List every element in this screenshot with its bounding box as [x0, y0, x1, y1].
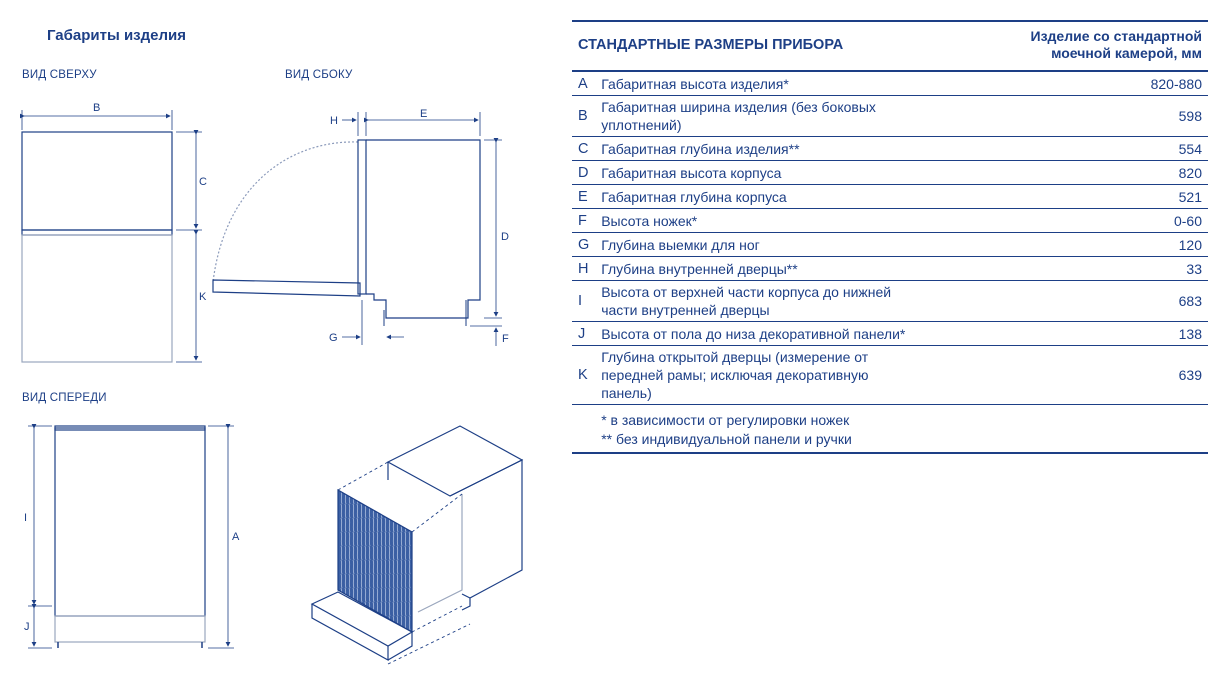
table-row	[572, 71, 1208, 96]
row-key: J	[572, 322, 597, 346]
table-row	[572, 185, 1208, 209]
dim-label-f: F	[502, 333, 509, 345]
note-2: ** без индивидуальной панели и ручки	[601, 431, 852, 447]
row-key: C	[572, 137, 597, 161]
table-row	[572, 96, 1208, 137]
row-desc: Глубина внутренней дверцы**	[597, 257, 954, 281]
table-row	[572, 257, 1208, 281]
table-row	[572, 233, 1208, 257]
row-value: 0-60	[954, 209, 1208, 233]
spec-table-header	[572, 21, 1208, 71]
row-value: 639	[954, 346, 1208, 405]
iso-cabinet-side	[450, 460, 522, 610]
row-desc: Габаритная высота изделия*	[597, 71, 954, 96]
top-view-door-edge	[22, 230, 172, 235]
top-view	[22, 110, 202, 362]
side-open-door	[213, 280, 360, 296]
iso-decorative-panel	[338, 490, 412, 632]
row-value: 598	[954, 96, 1208, 137]
row-value: 683	[954, 281, 1208, 322]
dim-label-k: K	[199, 291, 207, 303]
spec-table-column-header	[954, 21, 1208, 71]
row-key: A	[572, 71, 597, 96]
row-desc: Высота ножек*	[597, 209, 954, 233]
side-view	[213, 112, 502, 346]
dim-label-a: A	[232, 531, 240, 543]
row-value: 120	[954, 233, 1208, 257]
top-view-body	[22, 132, 172, 230]
row-desc: Глубина открытой дверцы (измерение от передней рамы; исключая декоративную панель)	[597, 346, 954, 405]
table-row	[572, 281, 1208, 322]
row-desc: Высота от пола до низа декоративной панели*	[597, 322, 954, 346]
row-value: 138	[954, 322, 1208, 346]
page-title: Габариты изделия	[47, 27, 187, 44]
row-desc: Габаритная глубина изделия**	[597, 137, 954, 161]
side-view-label: ВИД СБОКУ	[285, 69, 353, 81]
door-swing-arc	[213, 142, 358, 282]
dim-label-d: D	[501, 231, 509, 243]
row-key: K	[572, 346, 597, 405]
dim-label-j: J	[24, 621, 30, 633]
dim-label-h: H	[330, 115, 338, 127]
dim-label-c: C	[199, 176, 207, 188]
table-row	[572, 346, 1208, 405]
row-desc: Габаритная ширина изделия (без боковых уплотнений)	[597, 96, 954, 137]
row-key: F	[572, 209, 597, 233]
spec-table	[572, 20, 1208, 454]
dim-label-b: B	[93, 102, 101, 114]
row-value: 33	[954, 257, 1208, 281]
row-value: 554	[954, 137, 1208, 161]
row-desc: Высота от верхней части корпуса до нижней части внутренней дверцы	[597, 281, 954, 322]
row-key: I	[572, 281, 597, 322]
iso-cabinet-top	[388, 426, 522, 496]
side-cabinet	[366, 140, 480, 318]
table-row	[572, 137, 1208, 161]
dim-label-i: I	[24, 512, 28, 524]
front-view-label: ВИД СПЕРЕДИ	[22, 392, 107, 404]
table-row	[572, 209, 1208, 233]
row-key: D	[572, 161, 597, 185]
column-header-line-1: Изделие со стандартной	[1030, 28, 1202, 44]
front-door-panel	[55, 426, 205, 616]
row-key: G	[572, 233, 597, 257]
row-value: 521	[954, 185, 1208, 209]
row-key: B	[572, 96, 597, 137]
row-desc: Габаритная высота корпуса	[597, 161, 954, 185]
row-key: E	[572, 185, 597, 209]
side-inner-door	[358, 140, 366, 294]
front-plinth	[55, 616, 205, 642]
top-view-label: ВИД СВЕРХУ	[22, 69, 97, 81]
spec-table-title: СТАНДАРТНЫЕ РАЗМЕРЫ ПРИБОРА	[572, 21, 954, 71]
table-row	[572, 322, 1208, 346]
row-value: 820-880	[954, 71, 1208, 96]
row-desc: Глубина выемки для ног	[597, 233, 954, 257]
table-notes	[572, 405, 1208, 454]
table-row	[572, 161, 1208, 185]
note-1: * в зависимости от регулировки ножек	[601, 412, 850, 428]
front-view	[28, 426, 234, 648]
top-view-open-door	[22, 235, 172, 362]
dimension-drawings	[0, 0, 560, 673]
row-key: H	[572, 257, 597, 281]
dim-label-e: E	[420, 108, 428, 120]
column-header-line-2: моечной камерой, мм	[1051, 45, 1202, 61]
row-desc: Габаритная глубина корпуса	[597, 185, 954, 209]
dim-label-g: G	[329, 332, 338, 344]
row-value: 820	[954, 161, 1208, 185]
